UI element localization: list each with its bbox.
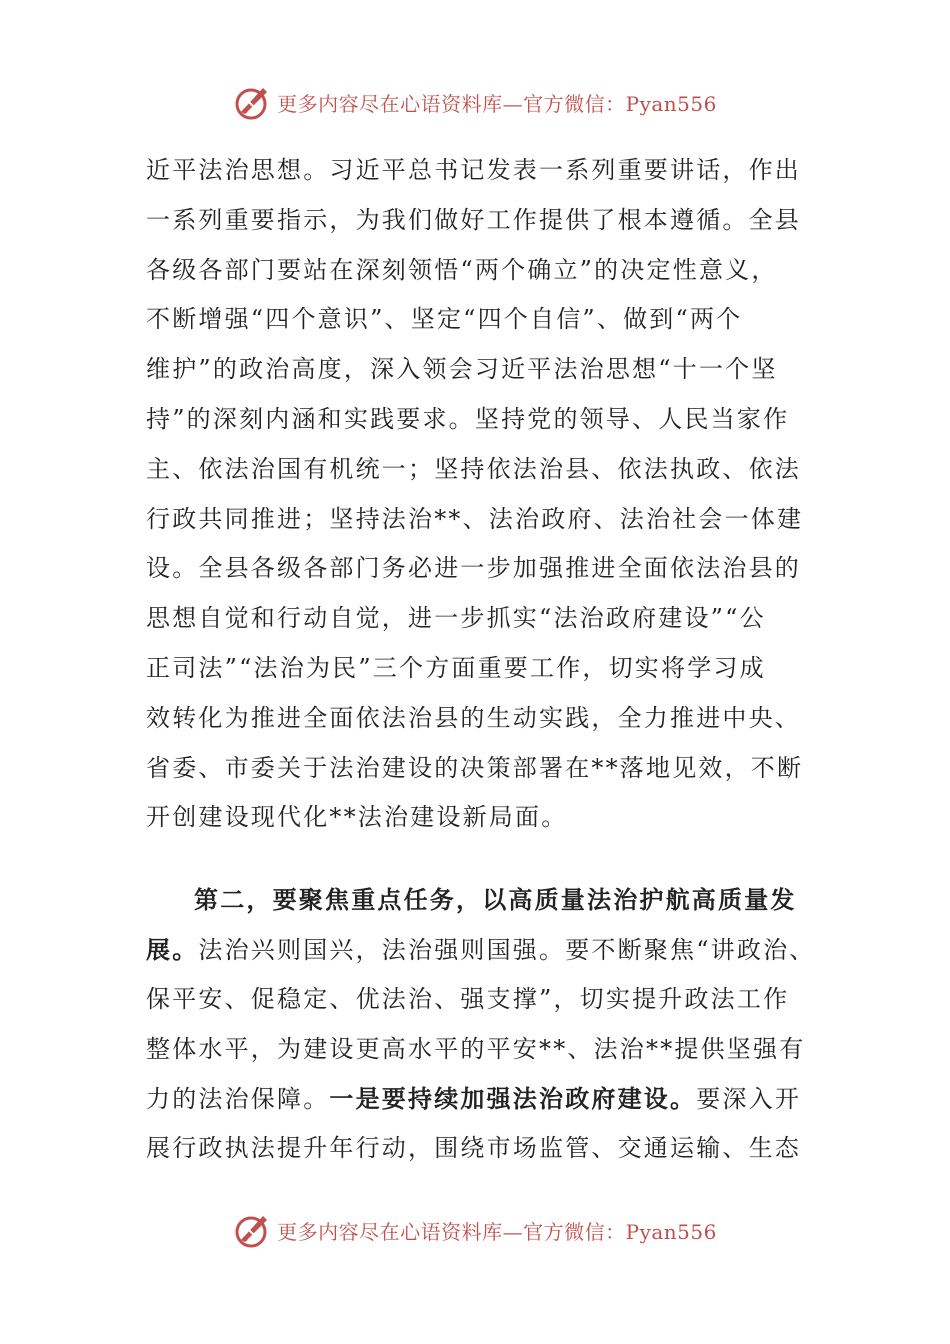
text-line: 整体水平，为建设更高水平的平安**、法治**提供坚强有 bbox=[146, 1034, 806, 1063]
text-line bbox=[146, 1074, 806, 1124]
text-line: 正司法”“法治为民”三个方面重要工作，切实将学习成 bbox=[146, 653, 766, 682]
text-line: 持”的深刻内涵和实践要求。坚持党的领导、人民当家作 bbox=[146, 404, 790, 433]
text-span: 法治兴则国兴，法治强则国强。要不断聚焦“讲政治、 bbox=[198, 935, 816, 964]
text-line: 近平法治思想。习近平总书记发表一系列重要讲话，作出 bbox=[146, 156, 801, 184]
quill-logo-icon bbox=[233, 82, 273, 122]
footer-banner-text: 更多内容尽在心语资料库—官方微信：Pyan556 bbox=[277, 1219, 717, 1244]
text-line: 主、依法治国有机统一；坚持依法治县、依法执政、依法 bbox=[146, 454, 801, 483]
paragraph-2 bbox=[146, 875, 816, 1174]
header-banner-text: 更多内容尽在心语资料库—官方微信：Pyan556 bbox=[277, 91, 717, 116]
bold-heading: 展。 bbox=[146, 934, 199, 964]
text-line: 保平安、促稳定、优法治、强支撑”，切实提升政法工作 bbox=[146, 984, 790, 1013]
text-line: 不断增强“四个意识”、坚定“四个自信”、做到“两个 bbox=[146, 305, 743, 334]
text-line bbox=[146, 925, 816, 975]
footer-banner bbox=[0, 1208, 950, 1252]
document-body bbox=[146, 146, 816, 1174]
bold-subheading: 一是要持续加强法治政府建设。 bbox=[329, 1084, 697, 1114]
text-line: 设。全县各级各部门务必进一步加强推进全面依法治县的 bbox=[146, 554, 801, 583]
text-line: 行政共同推进；坚持法治**、法治政府、法治社会一体建 bbox=[146, 504, 804, 533]
text-span: 力的法治保障。 bbox=[146, 1085, 330, 1114]
paragraph-1 bbox=[146, 146, 806, 843]
quill-logo-icon bbox=[233, 1210, 273, 1250]
text-line: 思想自觉和行动自觉，进一步抓实“法治政府建设”“公 bbox=[146, 604, 766, 633]
paragraph-gap bbox=[146, 843, 806, 875]
text-line: 开创建设现代化**法治建设新局面。 bbox=[146, 803, 568, 832]
text-line: 维护”的政治高度，深入领会习近平法治思想“十一个坚 bbox=[146, 355, 778, 384]
text-line: 省委、市委关于法治建设的决策部署在**落地见效，不断 bbox=[146, 753, 804, 782]
text-line: 效转化为推进全面依法治县的生动实践，全力推进中央、 bbox=[146, 703, 801, 732]
text-line bbox=[146, 875, 806, 925]
text-span: 要深入开 bbox=[696, 1085, 802, 1114]
bold-heading: 第二，要聚焦重点任务，以高质量法治护航高质量发 bbox=[194, 885, 797, 915]
text-line: 展行政执法提升年行动，围绕市场监管、交通运输、生态 bbox=[146, 1134, 801, 1163]
text-line: 各级各部门要站在深刻领悟“两个确立”的决定性意义， bbox=[146, 255, 778, 284]
header-banner bbox=[0, 80, 950, 124]
text-line: 一系列重要指示，为我们做好工作提供了根本遵循。全县 bbox=[146, 205, 801, 234]
